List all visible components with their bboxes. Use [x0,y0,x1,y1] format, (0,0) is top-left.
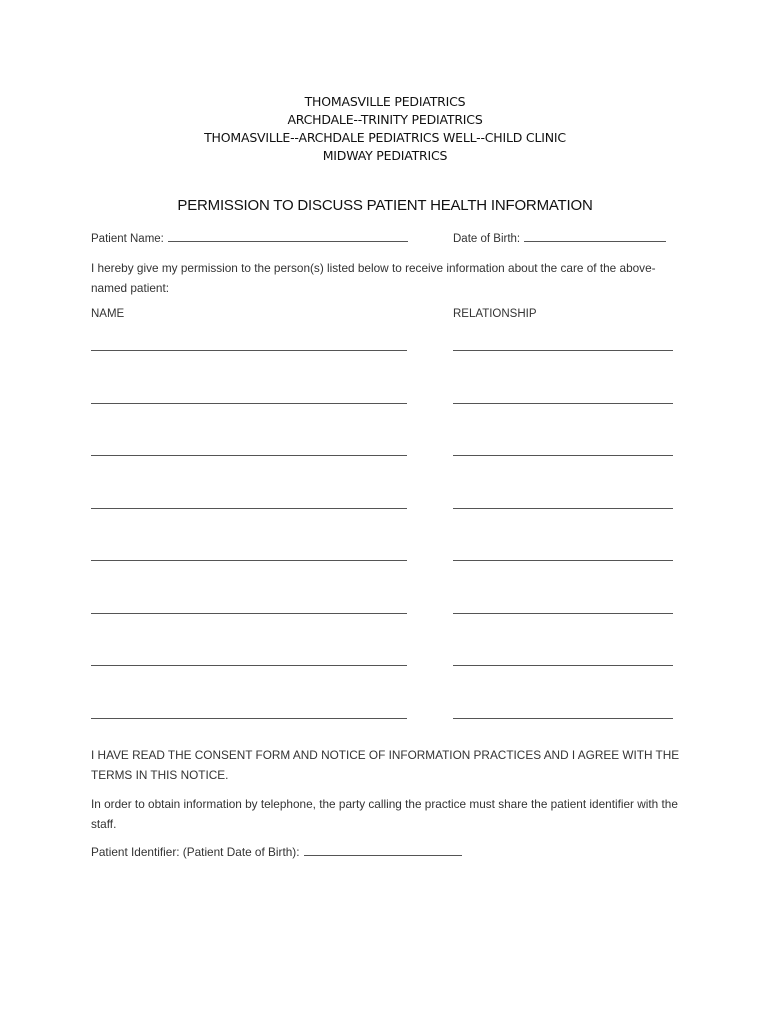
patient-name-blank[interactable] [168,231,408,242]
relationship-column-header: RELATIONSHIP [453,308,537,320]
name-entry-line[interactable] [91,665,407,666]
name-entry-line[interactable] [91,508,407,509]
form-title: PERMISSION TO DISCUSS PATIENT HEALTH INFORMATION [177,197,593,214]
patient-identifier-label: Patient Identifier: (Patient Date of Birth): [91,845,300,859]
patient-name-field [91,231,408,245]
patient-identifier-blank[interactable] [304,845,462,856]
relationship-entry-line[interactable] [453,665,673,666]
patient-name-label: Patient Name: [91,233,164,245]
letterhead-line-4: MIDWAY PEDIATRICS [322,148,448,163]
letterhead-line-1: THOMASVILLE PEDIATRICS [304,94,466,109]
name-entry-line[interactable] [91,455,407,456]
relationship-entry-line[interactable] [453,560,673,561]
letterhead-line-2: ARCHDALE--TRINITY PEDIATRICS [287,112,483,127]
name-column-header: NAME [91,308,125,320]
relationship-entry-line[interactable] [453,508,673,509]
relationship-entry-line[interactable] [453,350,673,351]
letterhead [0,93,770,165]
relationship-entry-line[interactable] [453,455,673,456]
dob-field [453,231,666,245]
patient-identifier-field [91,842,681,862]
relationship-entry-line[interactable] [453,718,673,719]
telephone-paragraph: In order to obtain information by telephone, the party calling the practice must share the patient identifier with the staff. [91,797,678,831]
dob-label: Date of Birth: [453,233,521,245]
consent-paragraph: I HAVE READ THE CONSENT FORM AND NOTICE OF INFORMATION PRACTICES AND I AGREE WITH THE TERMS IN THIS NOTICE. [91,748,680,782]
name-entry-line[interactable] [91,403,407,404]
relationship-entry-line[interactable] [453,613,673,614]
name-entry-line[interactable] [91,718,407,719]
relationship-entry-line[interactable] [453,403,673,404]
name-entry-line[interactable] [91,350,407,351]
name-entry-line[interactable] [91,613,407,614]
letterhead-line-3: THOMASVILLE--ARCHDALE PEDIATRICS WELL--CHILD CLINIC [204,130,566,145]
name-entry-line[interactable] [91,560,407,561]
dob-blank[interactable] [524,231,666,242]
permission-paragraph: I hereby give my permission to the person(s) listed below to receive information about the care of the above-named patient: [91,261,656,295]
